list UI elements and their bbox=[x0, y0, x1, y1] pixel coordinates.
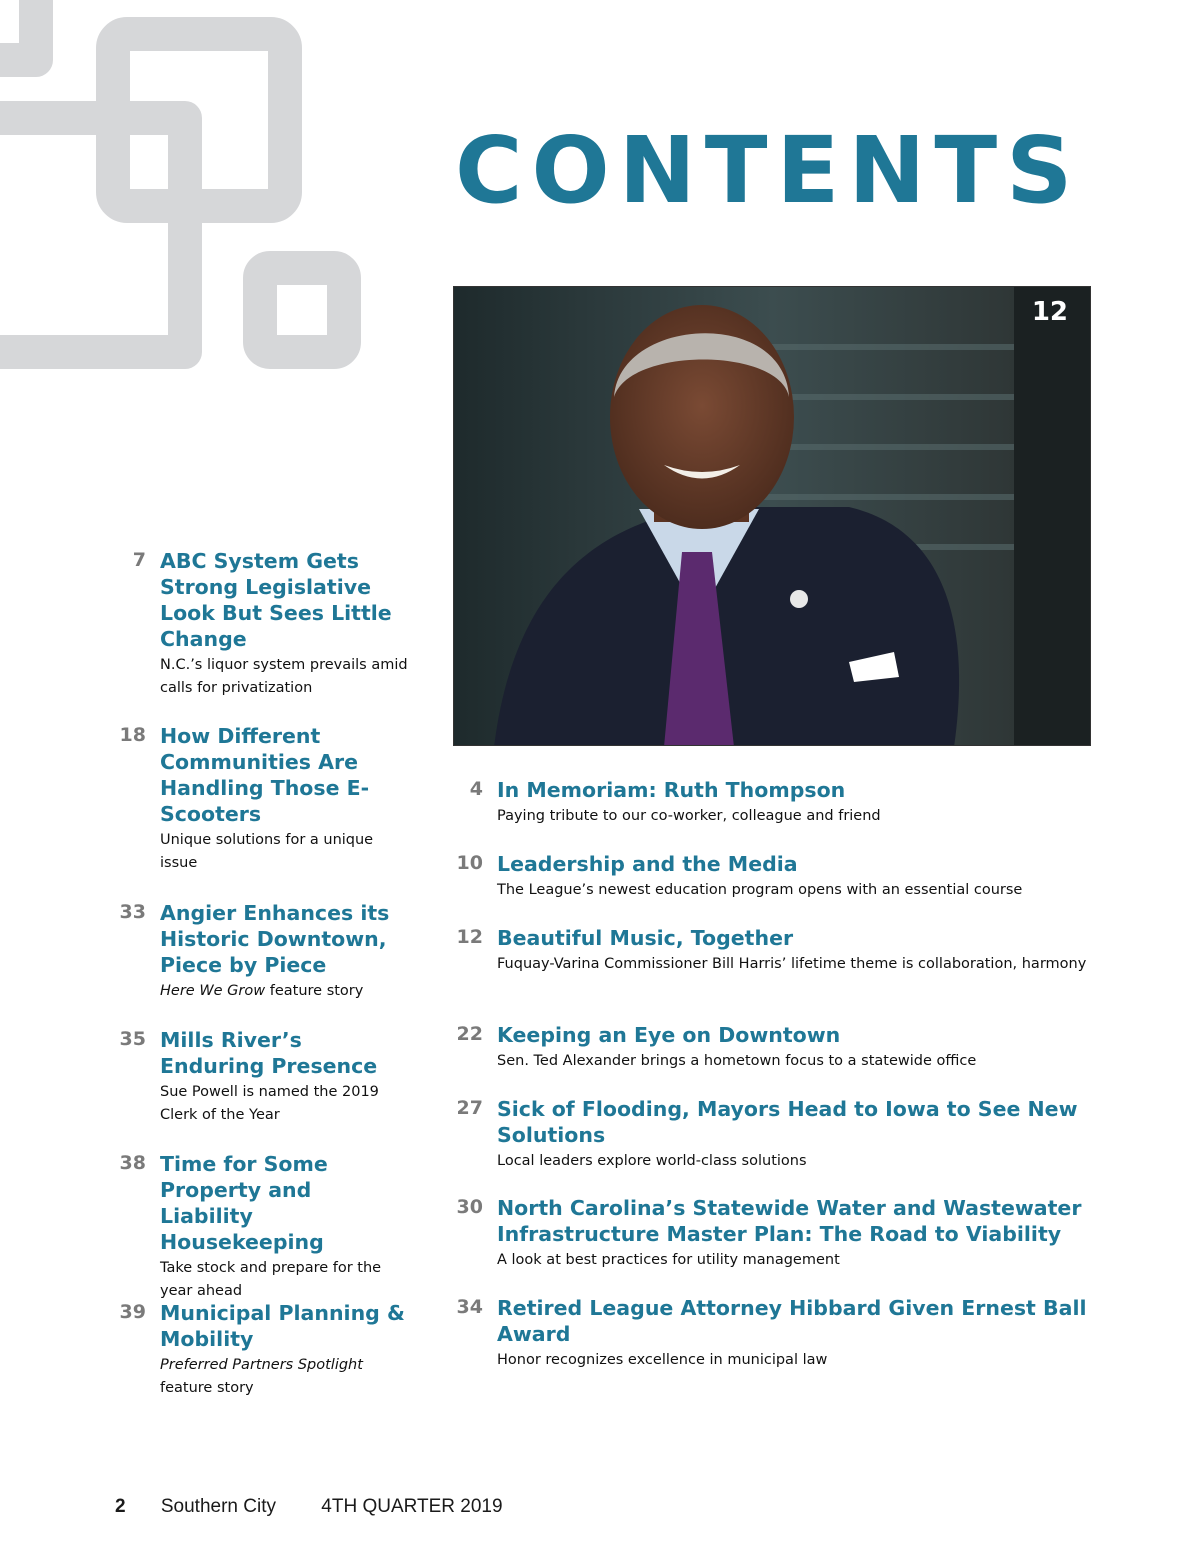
toc-description-italic: Preferred Partners Spotlight bbox=[160, 1357, 363, 1373]
page-title: CONTENTS bbox=[455, 117, 1082, 224]
toc-page-number: 4 bbox=[469, 778, 483, 800]
toc-title[interactable]: Municipal Planning & Mobility bbox=[160, 1301, 405, 1351]
toc-description: The League’s newest education program opens with an essential course bbox=[497, 882, 1023, 898]
toc-title[interactable]: Angier Enhances its Historic Downtown, Piece by Piece bbox=[160, 901, 390, 977]
toc-entry[interactable] bbox=[456, 1022, 1087, 1073]
toc-page-number: 38 bbox=[119, 1152, 146, 1174]
toc-title[interactable]: Retired League Attorney Hibbard Given Ernest Ball Award bbox=[497, 1296, 1087, 1346]
toc-page-number: 33 bbox=[119, 901, 146, 923]
toc-entry[interactable] bbox=[119, 723, 410, 875]
footer-issue: 4TH QUARTER 2019 bbox=[321, 1496, 503, 1517]
toc-description bbox=[160, 980, 410, 1003]
toc-title[interactable]: Mills River’s Enduring Presence bbox=[160, 1028, 378, 1078]
toc-entry[interactable] bbox=[119, 1027, 410, 1127]
toc-page-number: 18 bbox=[119, 724, 146, 746]
toc-description-rest: feature story bbox=[160, 1380, 254, 1396]
toc-description: Honor recognizes excellence in municipal law bbox=[497, 1352, 828, 1368]
toc-entry[interactable] bbox=[456, 925, 1087, 976]
toc-description: N.C.’s liquor system prevails amid calls for privatization bbox=[160, 657, 408, 696]
toc-title[interactable]: Keeping an Eye on Downtown bbox=[497, 1023, 841, 1047]
toc-title[interactable]: Beautiful Music, Together bbox=[497, 926, 794, 950]
toc-page-number: 22 bbox=[456, 1023, 483, 1045]
toc-description: A look at best practices for utility management bbox=[497, 1252, 840, 1268]
toc-entry[interactable] bbox=[469, 777, 1087, 828]
toc-description bbox=[160, 1354, 410, 1400]
feature-photo bbox=[453, 286, 1091, 746]
toc-entry[interactable] bbox=[119, 900, 410, 1003]
photo-page-number: 12 bbox=[1031, 297, 1068, 327]
toc-page-number: 7 bbox=[132, 549, 146, 571]
toc-page-number: 12 bbox=[456, 926, 483, 948]
footer-magazine-name: Southern City bbox=[160, 1496, 276, 1517]
portrait-image bbox=[454, 287, 1091, 746]
toc-entry[interactable] bbox=[119, 1300, 410, 1400]
toc-description: Sen. Ted Alexander brings a hometown focus to a statewide office bbox=[497, 1053, 977, 1069]
toc-title[interactable]: North Carolina’s Statewide Water and Wastewater Infrastructure Master Plan: The Road to Viability bbox=[497, 1196, 1082, 1246]
toc-title[interactable]: Sick of Flooding, Mayors Head to Iowa to See New Solutions bbox=[497, 1097, 1078, 1147]
toc-title[interactable]: ABC System Gets Strong Legislative Look But Sees Little Change bbox=[160, 549, 392, 651]
toc-page-number: 39 bbox=[119, 1301, 146, 1323]
toc-description: Fuquay-Varina Commissioner Bill Harris’ lifetime theme is collaboration, harmony bbox=[497, 956, 1087, 972]
toc-page-number: 34 bbox=[456, 1296, 483, 1318]
decorative-shapes bbox=[0, 0, 370, 380]
toc-entry[interactable] bbox=[456, 1295, 1087, 1372]
toc-description: Local leaders explore world-class solutions bbox=[497, 1153, 807, 1169]
toc-description-rest: feature story bbox=[265, 983, 364, 999]
toc-description: Take stock and prepare for the year ahead bbox=[160, 1260, 382, 1299]
toc-entry[interactable] bbox=[132, 548, 410, 700]
toc-description: Paying tribute to our co-worker, colleague and friend bbox=[497, 808, 881, 824]
toc-description: Sue Powell is named the 2019 Clerk of the Year bbox=[160, 1084, 379, 1123]
toc-page-number: 27 bbox=[456, 1097, 483, 1119]
toc-entry[interactable] bbox=[119, 1151, 410, 1303]
toc-entry[interactable] bbox=[456, 1195, 1087, 1272]
toc-page-number: 35 bbox=[119, 1028, 146, 1050]
footer-page-number: 2 bbox=[115, 1496, 126, 1517]
toc-description-italic: Here We Grow bbox=[160, 983, 266, 999]
toc-title[interactable]: In Memoriam: Ruth Thompson bbox=[497, 778, 846, 802]
page-footer bbox=[115, 1496, 503, 1518]
toc-title[interactable]: Leadership and the Media bbox=[497, 852, 798, 876]
toc-description: Unique solutions for a unique issue bbox=[160, 832, 374, 871]
toc-title[interactable]: How Different Communities Are Handling Those E-Scooters bbox=[160, 724, 370, 826]
toc-page-number: 30 bbox=[456, 1196, 483, 1218]
toc-entry[interactable] bbox=[456, 1096, 1087, 1173]
toc-entry[interactable] bbox=[456, 851, 1087, 902]
toc-title[interactable]: Time for Some Property and Liability Housekeeping bbox=[160, 1152, 328, 1254]
toc-page-number: 10 bbox=[456, 852, 483, 874]
